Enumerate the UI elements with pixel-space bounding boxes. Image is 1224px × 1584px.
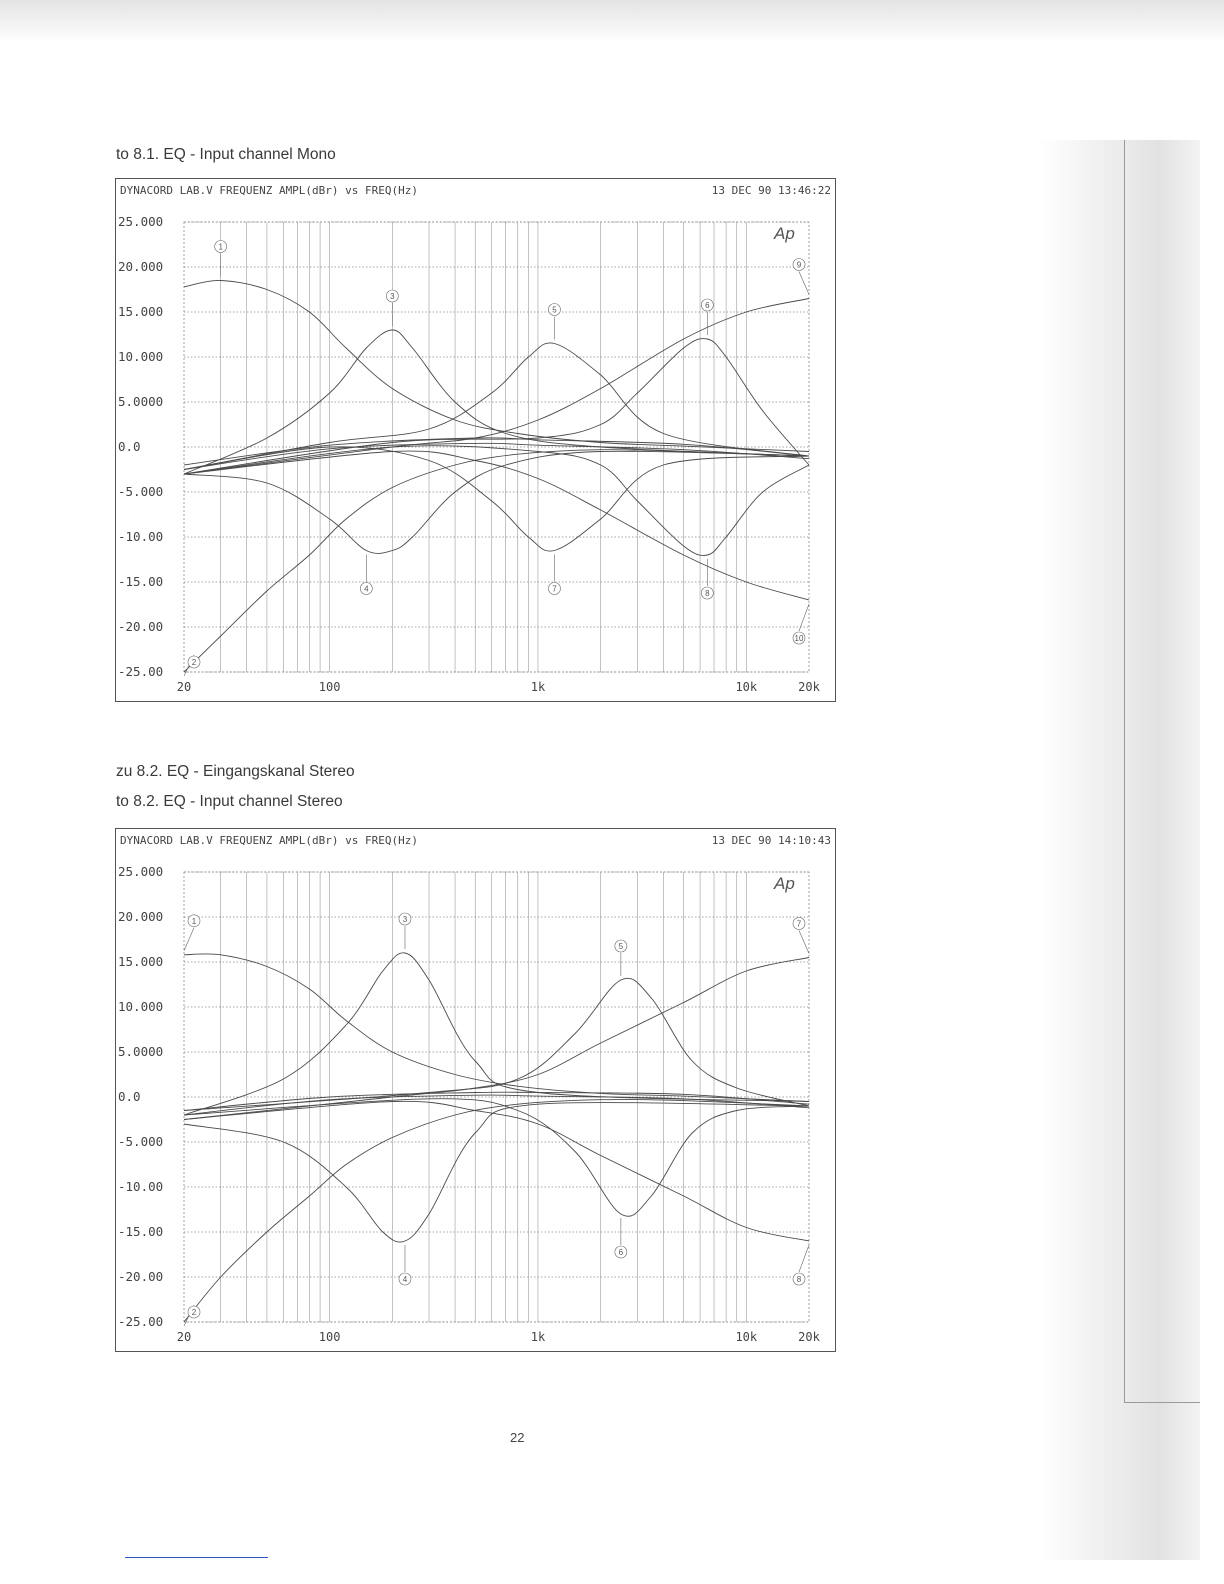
y-tick-label: 0.0 xyxy=(118,1089,141,1104)
y-tick-label: -5.000 xyxy=(118,484,164,499)
marker-leader xyxy=(799,931,809,954)
marker-label: 1 xyxy=(191,916,197,926)
marker-leader xyxy=(184,928,194,951)
x-tick-label: 1k xyxy=(530,680,546,694)
ap-logo: Ap xyxy=(774,224,795,243)
caption-mono: to 8.1. EQ - Input channel Mono xyxy=(116,146,336,163)
marker-label: 2 xyxy=(191,658,197,667)
series-line xyxy=(184,1095,809,1115)
chart-header-left: DYNACORD LAB.V FREQUENZ AMPL(dBr) vs FREQ(Hz) xyxy=(120,834,419,847)
series-line xyxy=(184,338,809,474)
scan-top-shadow xyxy=(0,0,1224,42)
series-line xyxy=(184,451,809,553)
ap-logo: Ap xyxy=(774,874,795,893)
marker-label: 7 xyxy=(796,919,802,929)
page-number: 22 xyxy=(510,1430,525,1445)
chart-header-right: 13 DEC 90 13:46:22 xyxy=(711,184,831,197)
scan-right-shadow xyxy=(1040,140,1200,1560)
marker-label: 5 xyxy=(552,305,557,315)
series-line xyxy=(184,954,809,1102)
series-line xyxy=(184,1103,809,1243)
x-tick-label: 20k xyxy=(798,1330,820,1344)
series-line xyxy=(184,1099,809,1322)
y-tick-label: -20.00 xyxy=(118,619,164,634)
marker-label: 8 xyxy=(796,1275,802,1284)
series-line xyxy=(184,1101,809,1241)
y-tick-label: 15.000 xyxy=(118,304,164,319)
chart-mono-svg xyxy=(116,179,835,701)
x-tick-label: 10k xyxy=(735,680,758,694)
series-line xyxy=(184,343,809,470)
marker-label: 9 xyxy=(796,260,802,270)
y-tick-label: 5.0000 xyxy=(118,394,164,409)
chart-header-left: DYNACORD LAB.V FREQUENZ AMPL(dBr) vs FREQ(Hz) xyxy=(120,184,419,197)
x-tick-label: 100 xyxy=(318,680,341,694)
y-tick-label: -20.00 xyxy=(118,1269,164,1284)
x-tick-label: 20 xyxy=(176,680,192,694)
marker-label: 7 xyxy=(552,584,557,594)
y-tick-label: 10.000 xyxy=(118,999,164,1014)
marker-label: 3 xyxy=(402,915,408,924)
series-line xyxy=(184,978,809,1110)
x-tick-label: 1k xyxy=(530,1330,546,1344)
series-line xyxy=(184,447,809,551)
y-tick-label: 0.0 xyxy=(118,439,141,454)
chart-stereo-eq xyxy=(115,828,836,1352)
marker-label: 5 xyxy=(618,942,624,951)
y-tick-label: -10.00 xyxy=(118,529,164,544)
marker-label: 4 xyxy=(402,1275,408,1284)
marker-label: 8 xyxy=(705,589,710,598)
series-line xyxy=(184,451,809,600)
x-tick-label: 20k xyxy=(798,680,820,694)
y-tick-label: -25.00 xyxy=(118,664,164,679)
y-tick-label: 25.000 xyxy=(118,864,164,879)
y-tick-label: 5.0000 xyxy=(118,1044,164,1059)
y-tick-label: 20.000 xyxy=(118,909,164,924)
chart-mono-eq xyxy=(115,178,836,702)
series-line xyxy=(184,953,809,1115)
y-tick-label: 20.000 xyxy=(118,259,164,274)
footer-blue-line xyxy=(125,1557,268,1558)
marker-leader xyxy=(799,272,809,295)
marker-label: 6 xyxy=(618,1248,624,1257)
y-tick-label: 15.000 xyxy=(118,954,164,969)
series-line xyxy=(184,1099,809,1217)
chart-stereo-svg xyxy=(116,829,835,1351)
margin-rule-horizontal xyxy=(1124,1402,1200,1403)
y-tick-label: 25.000 xyxy=(118,214,164,229)
marker-label: 3 xyxy=(390,292,395,301)
y-tick-label: 10.000 xyxy=(118,349,164,364)
marker-label: 6 xyxy=(705,301,710,310)
y-tick-label: -5.000 xyxy=(118,1134,164,1149)
marker-leader xyxy=(799,1245,809,1272)
y-tick-label: -25.00 xyxy=(118,1314,164,1329)
series-line xyxy=(184,450,809,672)
caption-stereo-en: to 8.2. EQ - Input channel Stereo xyxy=(116,793,343,810)
chart-header-right: 13 DEC 90 14:10:43 xyxy=(711,834,831,847)
series-line xyxy=(184,280,809,451)
marker-label: 4 xyxy=(364,584,369,594)
x-tick-label: 100 xyxy=(318,1330,341,1344)
x-tick-label: 10k xyxy=(735,1330,758,1344)
y-tick-label: -15.00 xyxy=(118,1224,164,1239)
marker-label: 2 xyxy=(191,1308,197,1317)
marker-label: 10 xyxy=(794,634,804,643)
y-tick-label: -10.00 xyxy=(118,1179,164,1194)
x-tick-label: 20 xyxy=(176,1330,192,1344)
marker-label: 1 xyxy=(218,242,223,252)
y-tick-label: -15.00 xyxy=(118,574,164,589)
caption-stereo-de: zu 8.2. EQ - Eingangskanal Stereo xyxy=(116,763,355,780)
margin-rule-vertical xyxy=(1124,140,1125,1402)
